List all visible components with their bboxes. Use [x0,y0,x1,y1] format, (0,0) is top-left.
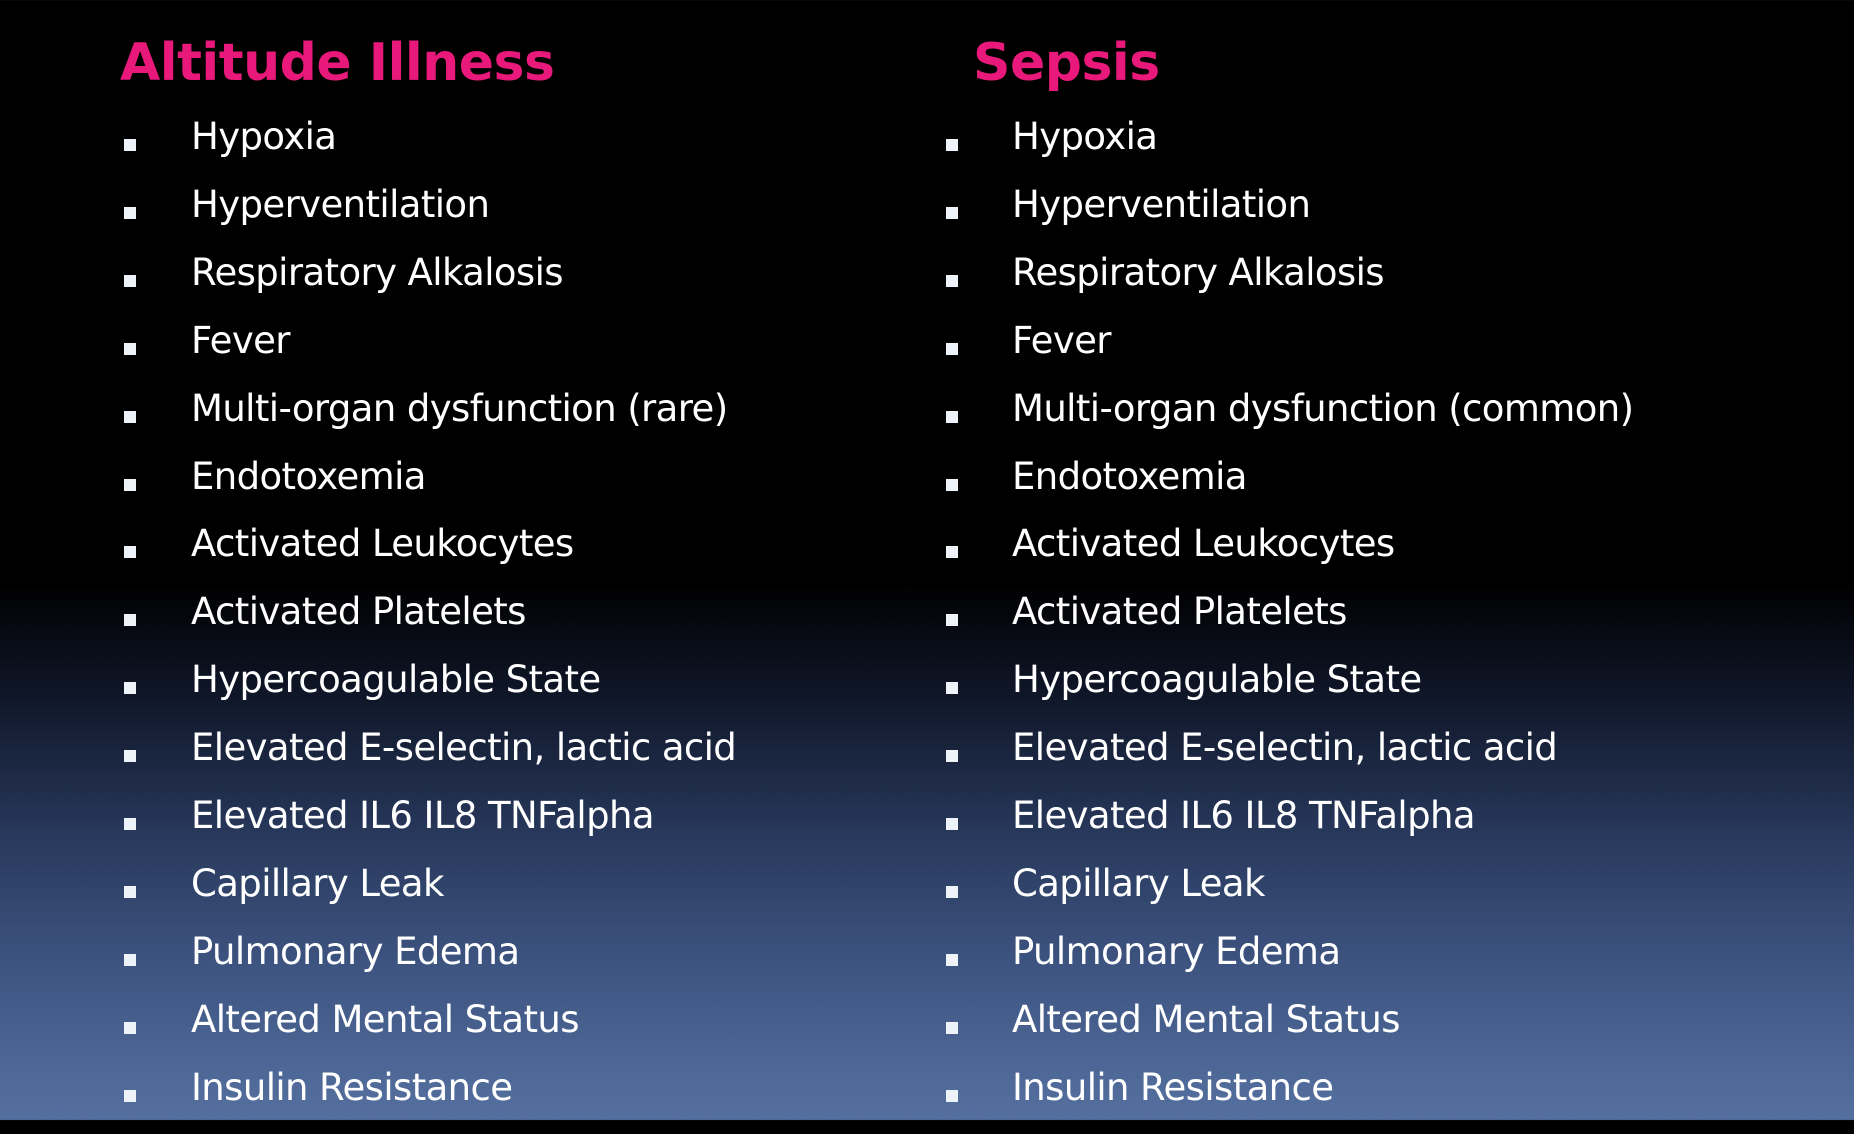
square-bullet-icon [124,954,136,966]
square-bullet-icon [124,479,136,491]
square-bullet-icon [946,1022,958,1034]
column-heading-sepsis: Sepsis [973,33,1160,93]
list-item-label: Respiratory Alkalosis [191,250,563,294]
list-item-label: Activated Platelets [191,590,526,634]
square-bullet-icon [124,139,136,151]
list-item-label: Elevated IL6 IL8 TNFalpha [1012,794,1475,837]
list-item-label: Hypercoagulable State [1012,658,1422,702]
list-item-label: Pulmonary Edema [1012,929,1341,973]
square-bullet-icon [124,546,136,558]
square-bullet-icon [946,546,958,558]
square-bullet-icon [946,139,958,151]
list-item-label: Elevated E-selectin, lactic acid [1012,726,1558,770]
list-item-label: Fever [1012,318,1111,362]
list-item-label: Activated Leukocytes [1012,522,1395,566]
square-bullet-icon [946,818,958,830]
list-item-label: Insulin Resistance [191,1065,513,1109]
square-bullet-icon [946,411,958,423]
list-item-label: Altered Mental Status [1012,997,1400,1041]
list-item-label: Hypercoagulable State [191,658,601,702]
square-bullet-icon [124,343,136,355]
square-bullet-icon [946,886,958,898]
list-item-label: Capillary Leak [1012,861,1265,905]
square-bullet-icon [124,614,136,626]
list-item-label: Respiratory Alkalosis [1012,250,1384,294]
square-bullet-icon [124,750,136,762]
list-item-label: Activated Platelets [1012,590,1347,634]
square-bullet-icon [124,886,136,898]
square-bullet-icon [124,207,136,219]
list-item-label: Endotoxemia [191,454,426,498]
list-item-label: Hyperventilation [1012,182,1311,226]
square-bullet-icon [946,954,958,966]
list-item-label: Altered Mental Status [191,997,579,1041]
list-item-label: Capillary Leak [191,861,444,905]
list-item-label: Elevated IL6 IL8 TNFalpha [191,794,654,837]
square-bullet-icon [124,1090,136,1102]
list-item-label: Multi-organ dysfunction (common) [1012,386,1634,430]
list-item-label: Elevated E-selectin, lactic acid [191,726,737,770]
square-bullet-icon [946,207,958,219]
square-bullet-icon [124,1022,136,1034]
square-bullet-icon [946,275,958,287]
square-bullet-icon [124,411,136,423]
square-bullet-icon [124,682,136,694]
list-item-label: Hypoxia [1012,115,1158,158]
column-heading-altitude-illness: Altitude Illness [120,33,555,93]
list-item-label: Hyperventilation [191,182,490,226]
square-bullet-icon [946,682,958,694]
square-bullet-icon [946,1090,958,1102]
square-bullet-icon [124,818,136,830]
square-bullet-icon [946,750,958,762]
list-item-label: Endotoxemia [1012,454,1247,498]
list-item-label: Activated Leukocytes [191,522,574,566]
list-item-label: Hypoxia [191,115,337,158]
square-bullet-icon [124,275,136,287]
square-bullet-icon [946,343,958,355]
square-bullet-icon [946,479,958,491]
list-item-label: Pulmonary Edema [191,929,520,973]
list-item-label: Fever [191,318,290,362]
list-item-label: Insulin Resistance [1012,1065,1334,1109]
list-item-label: Multi-organ dysfunction (rare) [191,386,728,430]
square-bullet-icon [946,614,958,626]
